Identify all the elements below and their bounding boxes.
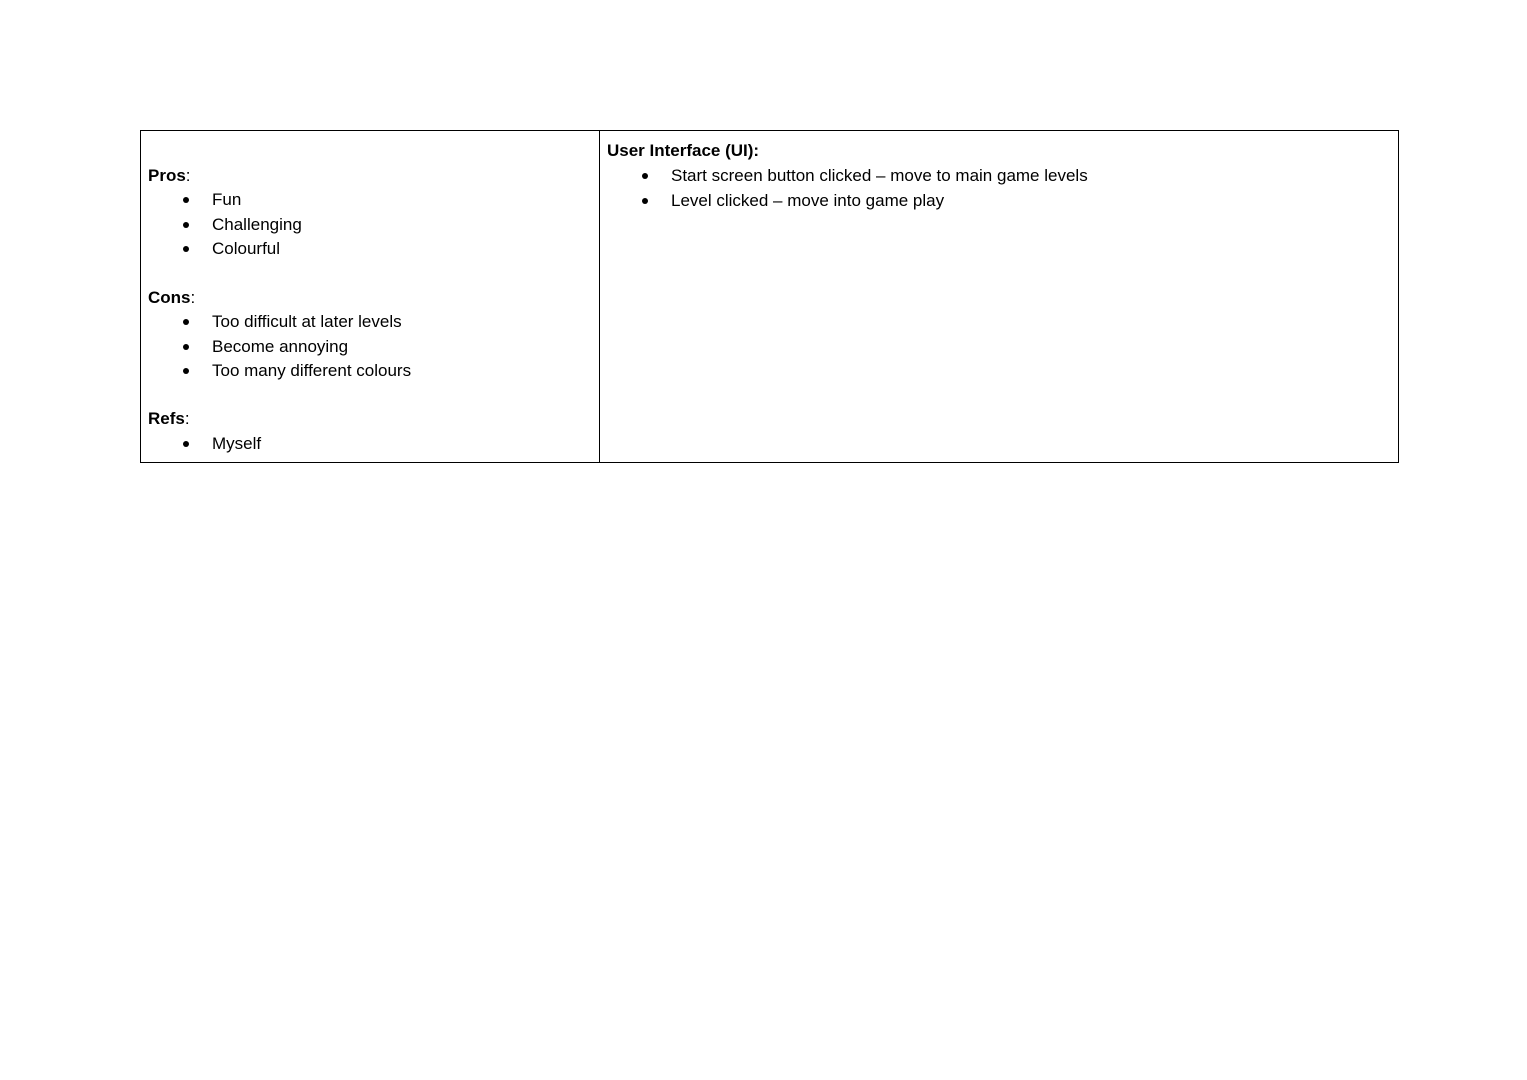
bullet-icon [183,197,189,203]
pros-heading-label: Pros [148,166,186,185]
bullet-icon [183,222,189,228]
table-cell-right [600,131,1398,462]
pros-item-text: Colourful [212,239,281,258]
bullet-icon [183,344,189,350]
table-cell-left [141,131,600,462]
pros-item-text: Fun [212,190,242,209]
ui-item-text: Start screen button clicked – move to main game levels [671,166,1088,185]
notes-table [140,130,1399,463]
cons-heading-label: Cons [148,288,191,307]
pros-heading-colon: : [185,166,191,185]
refs-item-text: Myself [212,434,262,453]
cons-heading-colon: : [190,288,196,307]
bullet-icon [642,198,648,204]
bullet-icon [183,246,189,252]
ui-heading [607,141,759,161]
refs-heading-label: Refs [148,409,185,428]
bullet-icon [183,319,189,325]
cons-heading [148,288,195,308]
cons-item-text: Too difficult at later levels [212,312,402,331]
bullet-icon [183,441,189,447]
ui-heading-label: User Interface (UI): [607,141,760,160]
bullet-icon [642,173,648,179]
cons-item-text: Too many different colours [212,361,412,380]
pros-item-text: Challenging [212,214,302,234]
bullet-icon [183,368,189,374]
cons-item-text: Become annoying [212,336,349,356]
refs-heading [148,409,190,429]
pros-heading [148,166,191,186]
ui-item-text: Level clicked – move into game play [671,190,945,210]
refs-heading-colon: : [184,409,190,428]
